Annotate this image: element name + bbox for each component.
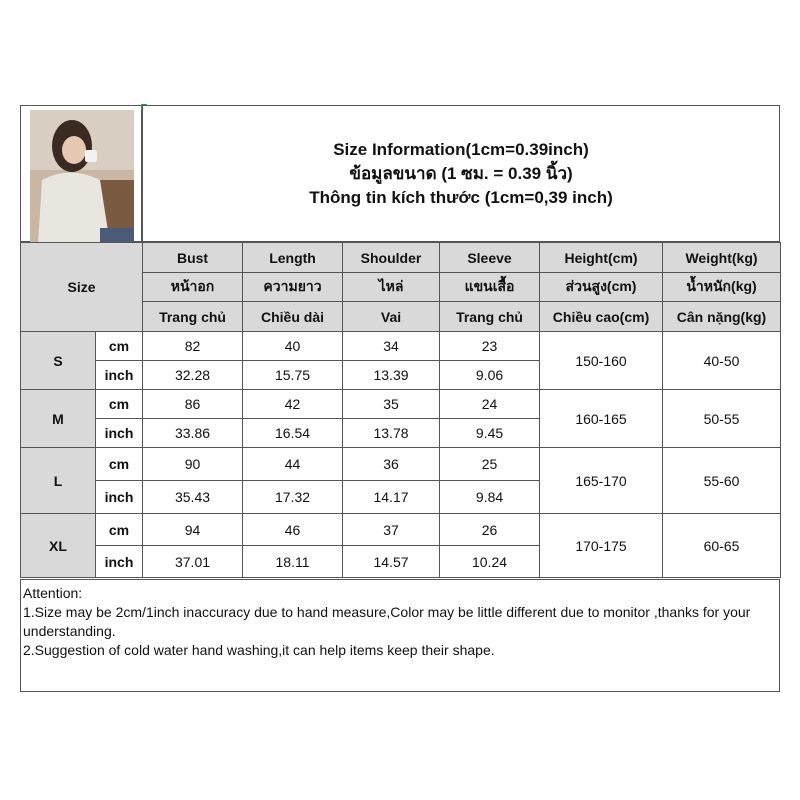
col-weight-en: Weight(kg)	[663, 243, 781, 273]
shoulder-cm-m: 35	[343, 390, 440, 419]
col-bust-en: Bust	[143, 243, 243, 273]
shoulder-inch-m: 13.78	[343, 419, 440, 448]
sleeve-cm-l: 25	[440, 448, 540, 481]
header-line-thai: ข้อมูลขนาด (1 ซม. = 0.39 นิ้ว)	[349, 163, 573, 183]
col-length-th: ความยาว	[243, 273, 343, 302]
length-cm-m: 42	[243, 390, 343, 419]
attention-notes	[20, 579, 780, 692]
col-sleeve-en: Sleeve	[440, 243, 540, 273]
col-weight-vi: Cân nặng(kg)	[663, 302, 781, 332]
height-s: 150-160	[540, 332, 663, 390]
header-line-vietnamese: Thông tin kích thước (1cm=0,39 inch)	[309, 187, 613, 207]
model-photo-cell	[20, 105, 142, 242]
shoulder-cm-xl: 37	[343, 514, 440, 546]
length-cm-s: 40	[243, 332, 343, 361]
col-shoulder-vi: Vai	[343, 302, 440, 332]
sleeve-inch-xl: 10.24	[440, 546, 540, 578]
shoulder-cm-s: 34	[343, 332, 440, 361]
weight-l: 55-60	[663, 448, 781, 514]
unit-inch: inch	[96, 546, 143, 578]
col-shoulder-en: Shoulder	[343, 243, 440, 273]
length-inch-m: 16.54	[243, 419, 343, 448]
header-line-english: Size Information(1cm=0.39inch)	[333, 139, 589, 159]
col-height-th: ส่วนสูง(cm)	[540, 273, 663, 302]
bust-cm-m: 86	[143, 390, 243, 419]
shoulder-inch-xl: 14.57	[343, 546, 440, 578]
height-m: 160-165	[540, 390, 663, 448]
length-cm-xl: 46	[243, 514, 343, 546]
col-sleeve-th: แขนเสื้อ	[440, 273, 540, 302]
size-label-l: L	[21, 448, 96, 514]
size-label-m: M	[21, 390, 96, 448]
col-length-vi: Chiều dài	[243, 302, 343, 332]
notes-title: Attention:	[23, 585, 83, 601]
size-info-header	[142, 105, 780, 242]
size-label-s: S	[21, 332, 96, 390]
col-weight-th: น้ำหนัก(kg)	[663, 273, 781, 302]
unit-cm: cm	[96, 390, 143, 419]
bust-cm-l: 90	[143, 448, 243, 481]
col-length-en: Length	[243, 243, 343, 273]
length-inch-xl: 18.11	[243, 546, 343, 578]
unit-cm: cm	[96, 332, 143, 361]
unit-inch: inch	[96, 419, 143, 448]
weight-m: 50-55	[663, 390, 781, 448]
bust-inch-xl: 37.01	[143, 546, 243, 578]
bust-inch-m: 33.86	[143, 419, 243, 448]
unit-cm: cm	[96, 448, 143, 481]
size-header-cell: Size	[21, 243, 143, 332]
sleeve-inch-m: 9.45	[440, 419, 540, 448]
col-sleeve-vi: Trang chủ	[440, 302, 540, 332]
bust-cm-xl: 94	[143, 514, 243, 546]
length-cm-l: 44	[243, 448, 343, 481]
bust-cm-s: 82	[143, 332, 243, 361]
col-height-en: Height(cm)	[540, 243, 663, 273]
sleeve-cm-xl: 26	[440, 514, 540, 546]
sleeve-inch-l: 9.84	[440, 481, 540, 514]
size-table	[20, 242, 781, 578]
unit-inch: inch	[96, 361, 143, 390]
unit-cm: cm	[96, 514, 143, 546]
col-shoulder-th: ไหล่	[343, 273, 440, 302]
notes-line-1: 1.Size may be 2cm/1inch inaccuracy due to hand measure,Color may be little different due to monitor ,thanks for your understanding.	[23, 604, 751, 639]
length-inch-l: 17.32	[243, 481, 343, 514]
sleeve-inch-s: 9.06	[440, 361, 540, 390]
shoulder-inch-l: 14.17	[343, 481, 440, 514]
bust-inch-l: 35.43	[143, 481, 243, 514]
height-l: 165-170	[540, 448, 663, 514]
model-photo	[30, 110, 134, 244]
length-inch-s: 15.75	[243, 361, 343, 390]
shoulder-inch-s: 13.39	[343, 361, 440, 390]
sleeve-cm-m: 24	[440, 390, 540, 419]
size-label-xl: XL	[21, 514, 96, 578]
height-xl: 170-175	[540, 514, 663, 578]
sleeve-cm-s: 23	[440, 332, 540, 361]
col-bust-th: หน้าอก	[143, 273, 243, 302]
bust-inch-s: 32.28	[143, 361, 243, 390]
shoulder-cm-l: 36	[343, 448, 440, 481]
unit-inch: inch	[96, 481, 143, 514]
col-bust-vi: Trang chủ	[143, 302, 243, 332]
weight-xl: 60-65	[663, 514, 781, 578]
weight-s: 40-50	[663, 332, 781, 390]
col-height-vi: Chiều cao(cm)	[540, 302, 663, 332]
notes-line-2: 2.Suggestion of cold water hand washing,it can help items keep their shape.	[23, 642, 495, 658]
